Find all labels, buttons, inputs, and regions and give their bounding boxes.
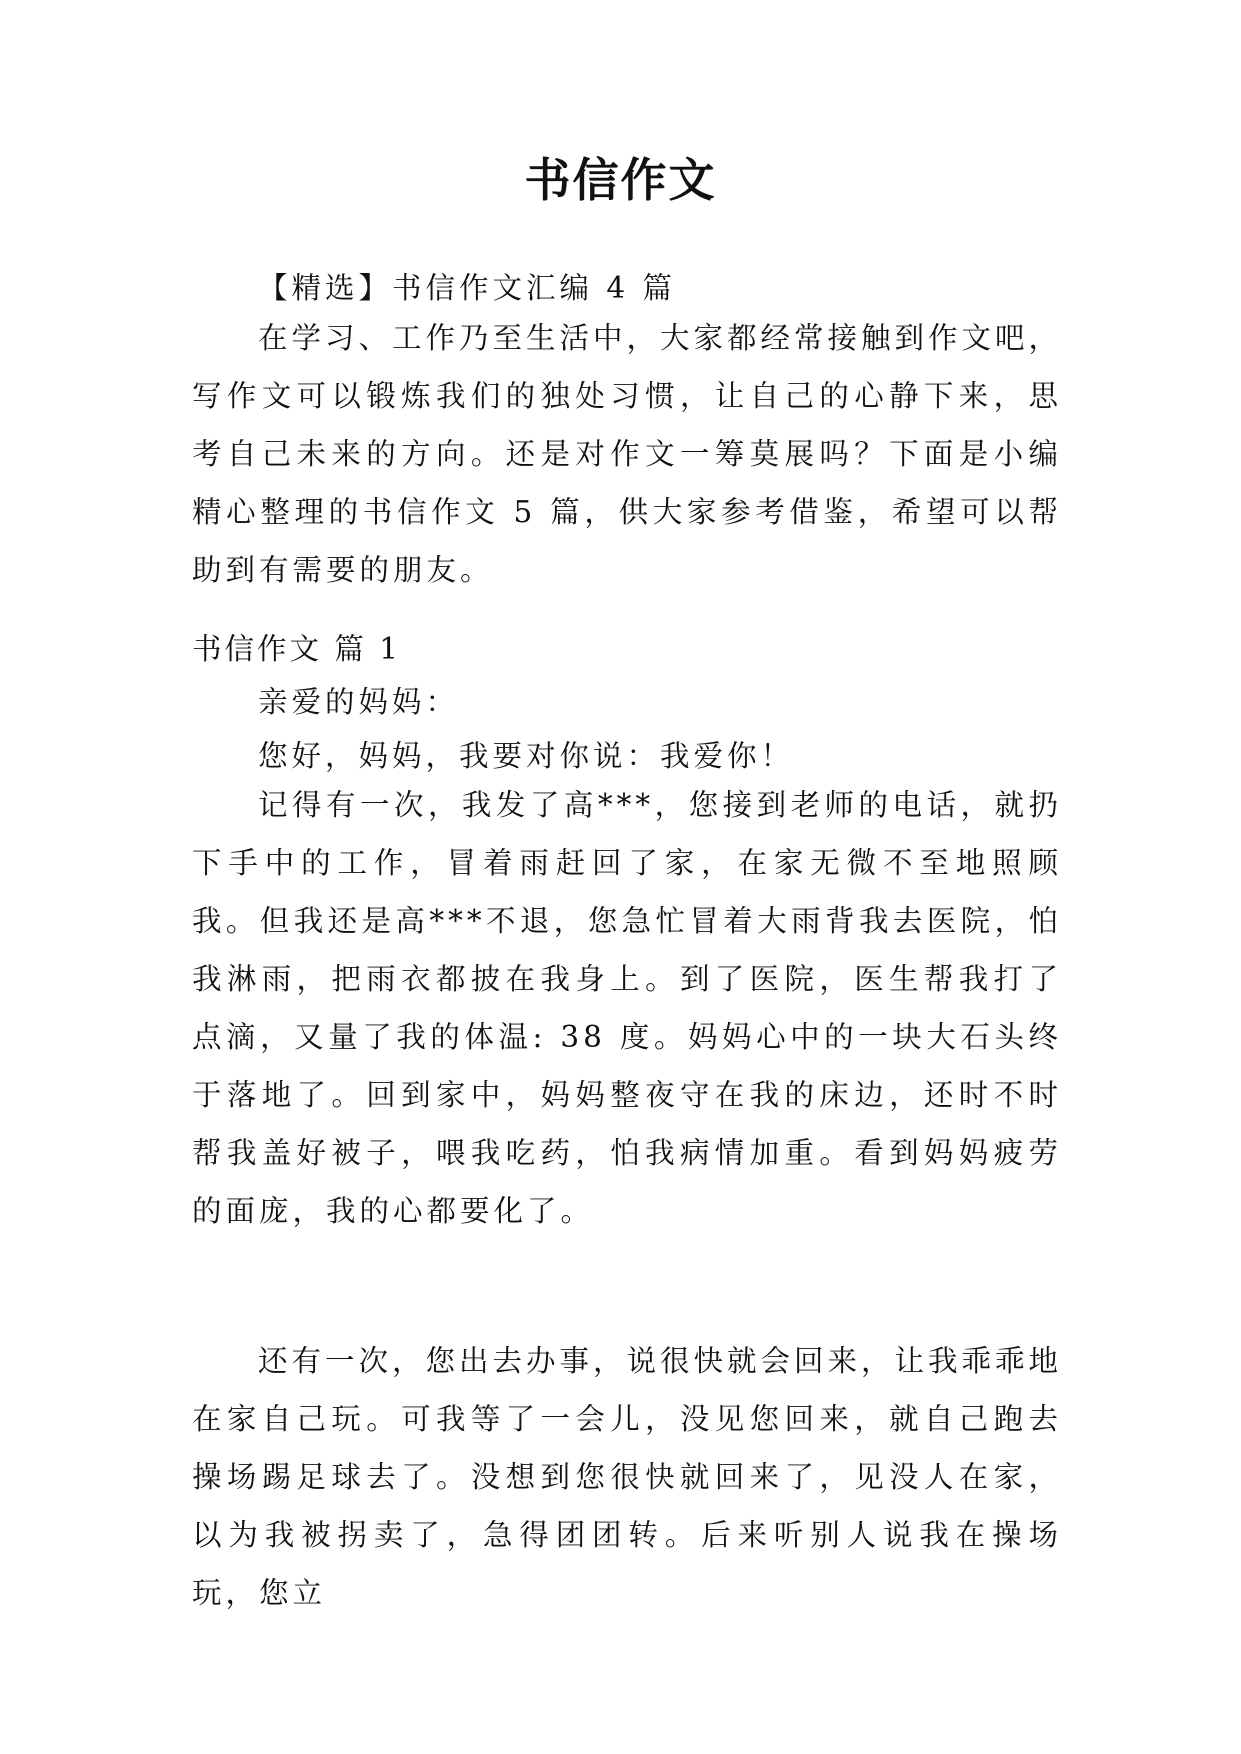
page-title: 书信作文	[524, 153, 717, 207]
letter-paragraph: 还有一次，您出去办事，说很快就会回来，让我乖乖地在家自己玩。可我等了一会儿，没见您回来，就自己跑去操场踢足球去了。没想到您很快就回来了，见没人在家，以为我被拐卖了，急得团团转。后来听别人说我在操场玩，您立	[192, 1344, 1063, 1610]
intro-paragraph: 在学习、工作乃至生活中，大家都经常接触到作文吧，写作文可以锻炼我们的独处习惯，让自己的心静下来，思考自己未来的方向。还是对作文一筹莫展吗？下面是小编精心整理的书信作文 5 篇，供大家参考借鉴，希望可以帮助到有需要的朋友。	[192, 321, 1063, 587]
letter-paragraph: 记得有一次，我发了高***，您接到老师的电话，就扔下手中的工作，冒着雨赶回了家，在家无微不至地照顾我。但我还是高***不退，您急忙冒着大雨背我去医院，怕我淋雨，把雨衣都披在我身上。到了医院，医生帮我打了点滴，又量了我的体温: 38 度。妈妈心中的一块大石头终于落地了。回到家中，妈妈整夜守在我的床边，还时不时帮我盖好被子，喂我吃药，怕我病情加重。看到妈妈疲劳的面庞，我的心都要化了。	[192, 788, 1062, 1228]
letter-salutation: 亲爱的妈妈：	[258, 685, 460, 719]
document-subtitle: 【精选】书信作文汇编 4 篇	[258, 271, 677, 305]
letter-greeting: 您好，妈妈，我要对你说：我爱你！	[258, 739, 795, 773]
section-heading: 书信作文 篇 1	[192, 632, 402, 666]
